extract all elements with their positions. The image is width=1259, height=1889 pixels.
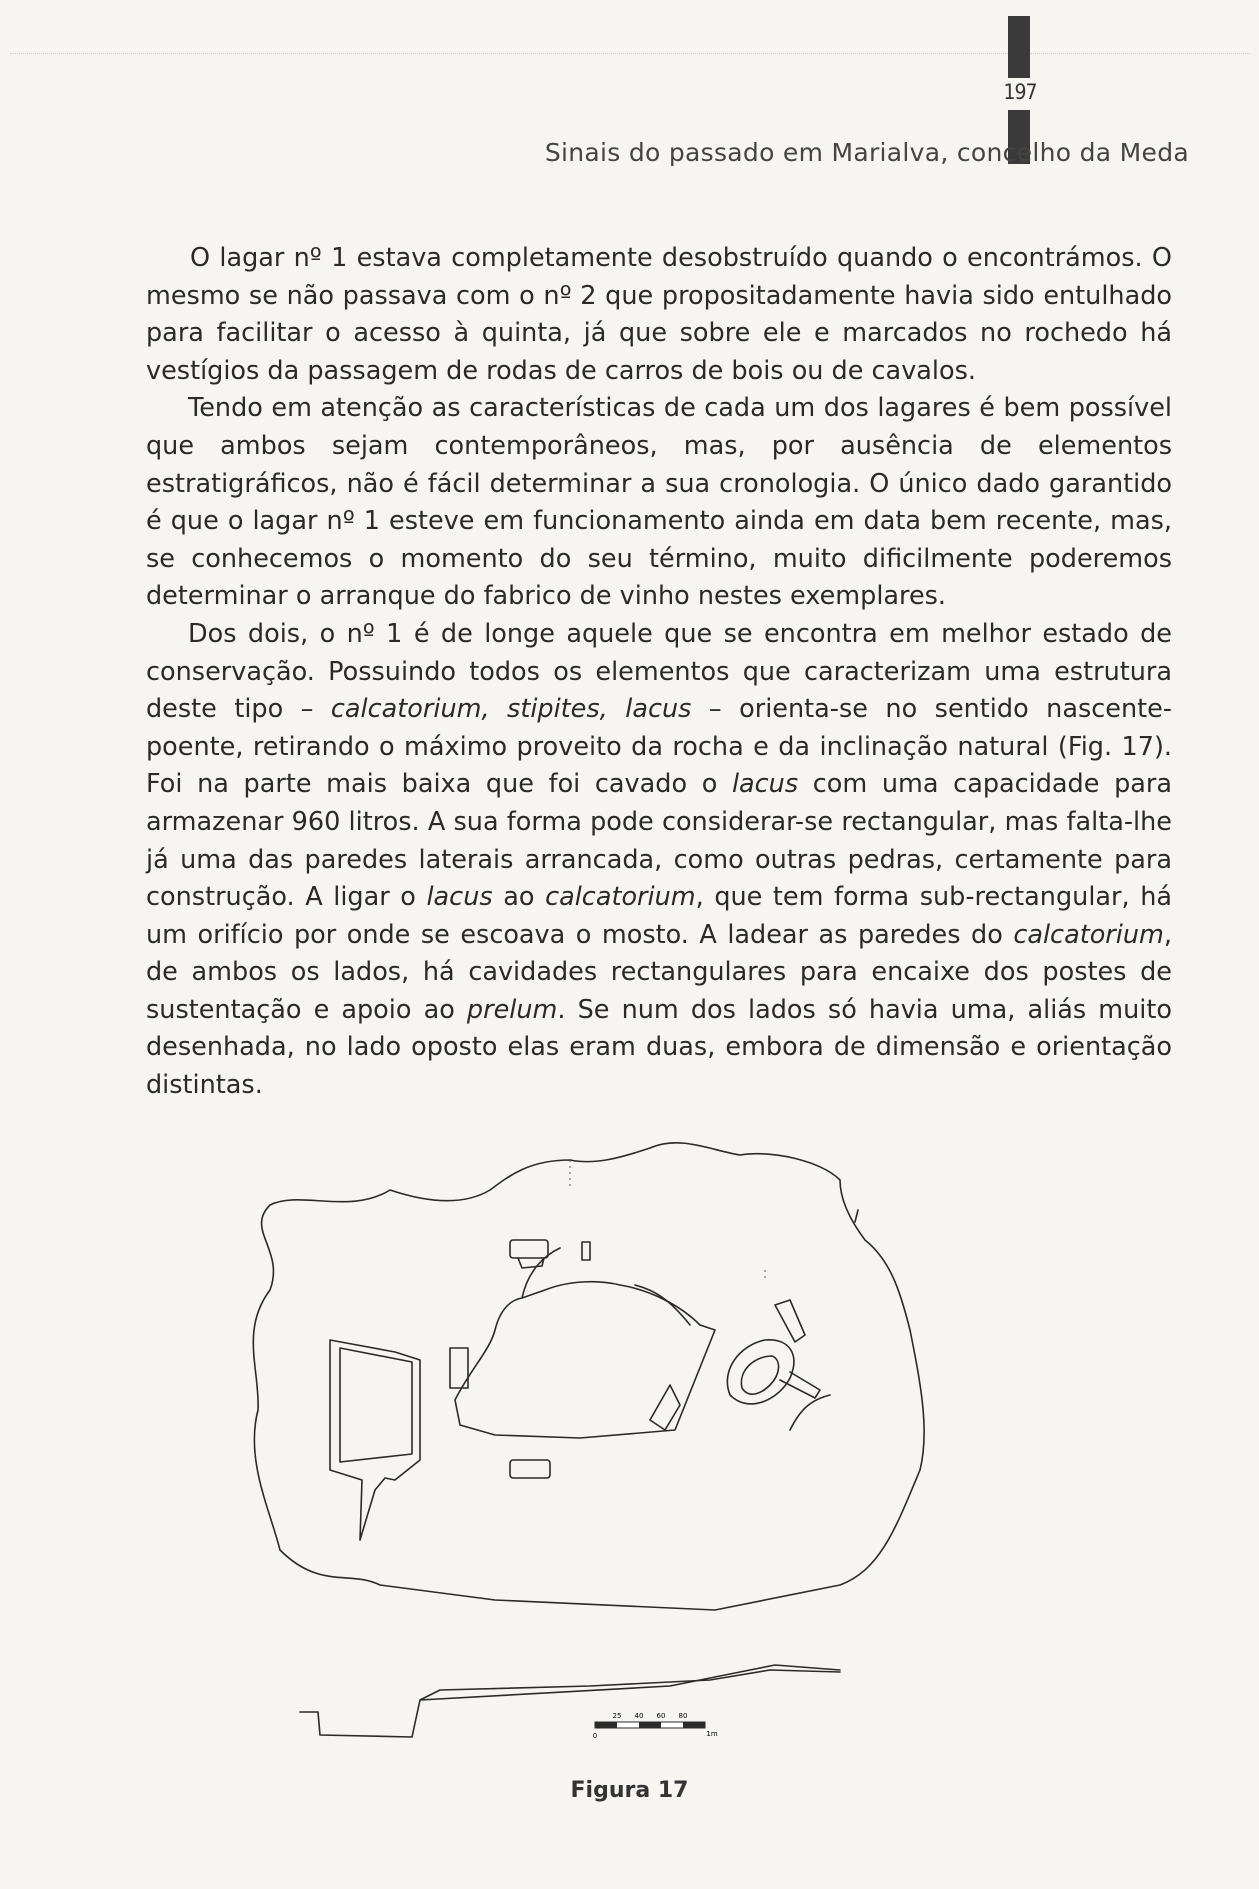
italic-term: prelum xyxy=(466,994,558,1025)
scale-label-60: 60 xyxy=(656,1712,666,1720)
right-cavity-slot xyxy=(775,1300,805,1342)
figure-17-plan xyxy=(150,1130,1050,1770)
stipites-cavity-bottom xyxy=(510,1460,550,1478)
inner-wedge xyxy=(650,1385,680,1430)
right-cavity-oval xyxy=(727,1340,793,1404)
paragraph xyxy=(146,616,1172,1105)
running-head: Sinais do passado em Marialva, concelho da Meda xyxy=(544,138,1189,167)
text-run: – orienta-se no sentido nascente-poente, retirando o máximo proveito da rocha e da inclinação natural (Fig. 17). Foi na parte mais baixa que foi cavado o xyxy=(146,694,1172,800)
text-run: O lagar nº 1 estava completamente desobstruído quando o encontrámos. O mesmo se não passava com o nº 2 que propositadamente havia sido entulhado para facilitar o acesso à quinta, já que sobre ele e marcados no rochedo há vestígios da passagem de rodas de carros de bois ou de cavalos. xyxy=(146,243,1172,386)
scale-label-80: 80 xyxy=(678,1712,688,1720)
rock-outline xyxy=(253,1143,924,1610)
tick-mark xyxy=(855,1210,858,1222)
text-run: com uma capacidade para armazenar 960 litros. A sua forma pode considerar-se rectangular, mas falta-lhe já uma das paredes laterais arrancada, como outras pedras, certamente para construção. A ligar o xyxy=(146,769,1172,913)
italic-term: lacus xyxy=(731,769,799,800)
italic-term: calcatorium xyxy=(1013,919,1164,950)
paragraph xyxy=(146,390,1172,616)
scale-label-25: 25 xyxy=(612,1712,622,1720)
page-number: 197 xyxy=(1003,80,1037,104)
lacus-outline xyxy=(330,1340,420,1540)
stipites-cavity-top xyxy=(510,1240,548,1258)
figure-caption: Figura 17 xyxy=(570,1778,689,1803)
paragraph xyxy=(146,240,1172,390)
stipites-cavity-small xyxy=(582,1242,590,1260)
thumb-tab-upper xyxy=(1008,16,1030,78)
calcatorium-outline xyxy=(455,1282,715,1438)
section-profile xyxy=(300,1670,840,1737)
text-run: ao xyxy=(492,882,546,913)
right-curve xyxy=(790,1395,830,1430)
text-run: , de ambos os lados, há cavidades rectangulares para encaixe dos postes de sustentação e apoio ao xyxy=(146,919,1172,1025)
text-run: . Se num dos lados só havia uma, aliás muito desenhada, no lado oposto elas eram duas, embora de dimensão e orientação distintas. xyxy=(146,994,1172,1101)
scale-label-end: 1m xyxy=(706,1730,718,1738)
scale-label-40: 40 xyxy=(634,1712,644,1720)
text-run: Dos dois, o nº 1 é de longe aquele que se encontra em melhor estado de conservação. Possuindo todos os elementos que caracterizam uma estrutura deste tipo – xyxy=(146,618,1172,725)
scale-bar xyxy=(593,1712,718,1740)
italic-term: calcatorium xyxy=(545,882,696,913)
calcatorium-edge xyxy=(522,1248,560,1298)
lacus-inner xyxy=(340,1348,412,1462)
italic-term: lacus xyxy=(426,882,493,913)
right-cavity-oval-inner xyxy=(741,1356,778,1394)
italic-term: calcatorium, stipites, lacus xyxy=(330,694,692,725)
scale-label-zero: 0 xyxy=(592,1732,598,1740)
axis-guide xyxy=(570,1160,765,1280)
body-text xyxy=(146,240,1172,1105)
text-run: Tendo em atenção as características de cada um dos lagares é bem possível que ambos sejam contemporâneos, mas, por ausência de elementos estratigráficos, não é fácil determinar a sua cronologia. O único dado garantido é que o lagar nº 1 esteve em funcionamento ainda em data bem recente, mas, se conhecemos o momento do seu término, muito dificilmente poderemos determinar o arranque do fabrico de vinho nestes exemplares. xyxy=(146,393,1172,612)
text-run: , que tem forma sub-rectangular, há um orifício por onde se escoava o mosto. A ladear as paredes do xyxy=(146,882,1172,950)
top-rule xyxy=(10,53,1250,54)
